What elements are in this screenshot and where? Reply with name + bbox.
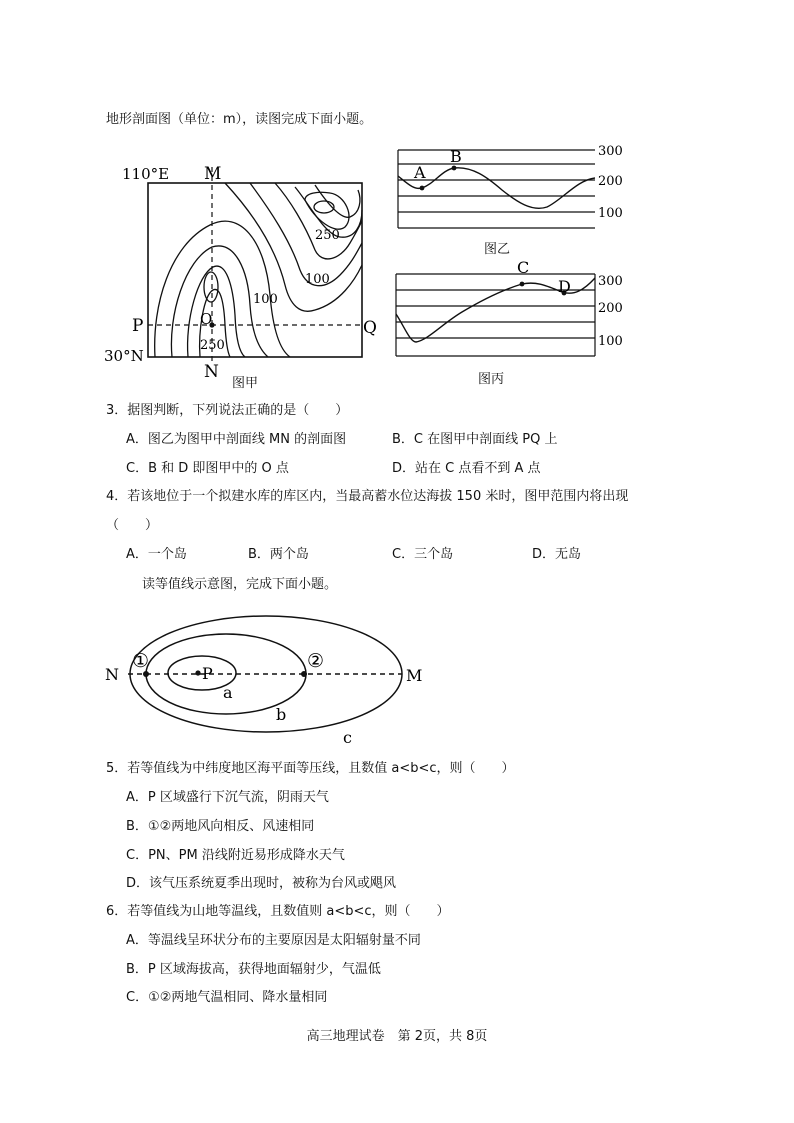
q6-option-c[interactable]: C．①②两地气温相同、降水量相同	[126, 990, 328, 1005]
iso-label-c: c	[343, 728, 352, 747]
q3-option-a[interactable]: A．图乙为图甲中剖面线 MN 的剖面图	[126, 432, 347, 447]
section-intro-terrain: 地形剖面图（单位：m），读图完成下面小题。	[106, 112, 373, 127]
point-b: B	[450, 147, 462, 166]
figure-caption-bing: 图丙	[478, 372, 505, 387]
figure-caption-jia: 图甲	[232, 376, 259, 391]
iso-point-2: ②	[307, 650, 325, 672]
bing-axis-300: 300	[598, 274, 623, 289]
q6-option-b[interactable]: B．P 区域海拔高，获得地面辐射少，气温低	[126, 962, 381, 977]
page-footer: 高三地理试卷 第 2页，共 8页	[306, 1029, 488, 1044]
profile-bing-figure	[392, 256, 632, 364]
q6-stem: 6．若等值线为山地等温线，且数值则 a<b<c，则（ ）	[106, 904, 450, 919]
point-d: D	[558, 277, 571, 296]
isoline-figure	[100, 612, 440, 752]
contour-label-250-bottom: 250	[200, 338, 225, 353]
q4-option-c[interactable]: C．三个岛	[392, 547, 454, 562]
q4-option-a[interactable]: A．一个岛	[126, 547, 187, 562]
q5-option-b[interactable]: B．①②两地风向相反、风速相同	[126, 819, 315, 834]
q5-option-d[interactable]: D．该气压系统夏季出现时，被称为台风或飓风	[126, 876, 397, 891]
point-n: N	[204, 362, 219, 382]
yi-axis-300: 300	[598, 144, 623, 159]
iso-label-b: b	[276, 705, 287, 724]
point-m: M	[204, 164, 222, 184]
q4-stem: 4．若该地位于一个拟建水库的库区内，当最高蓄水位达海拔 150 米时，图甲范围内将出现	[106, 489, 629, 504]
q5-option-a[interactable]: A．P 区域盛行下沉气流，阴雨天气	[126, 790, 329, 805]
bing-axis-200: 200	[598, 301, 623, 316]
iso-point-p: P	[202, 664, 213, 683]
q4-paren: （ ）	[106, 518, 159, 533]
q6-option-a[interactable]: A．等温线呈环状分布的主要原因是太阳辐射量不同	[126, 933, 421, 948]
iso-label-a: a	[223, 683, 233, 702]
yi-axis-100: 100	[598, 206, 623, 221]
q3-option-b[interactable]: B．C 在图甲中剖面线 PQ 上	[392, 432, 558, 447]
iso-point-1: ①	[132, 650, 150, 672]
contour-label-100-mid: 100	[253, 292, 278, 307]
q3-option-d[interactable]: D．站在 C 点看不到 A 点	[392, 461, 541, 476]
contour-map-figure	[100, 155, 385, 395]
q5-stem: 5．若等值线为中纬度地区海平面等压线，且数值 a<b<c，则（ ）	[106, 761, 515, 776]
contour-label-100-right: 100	[305, 272, 330, 287]
q5-option-c[interactable]: C．PN、PM 沿线附近易形成降水天气	[126, 848, 345, 863]
point-a: A	[414, 163, 426, 182]
q3-stem: 3．据图判断，下列说法正确的是（ ）	[106, 403, 349, 418]
iso-point-m: M	[406, 666, 423, 685]
q4-option-b[interactable]: B．两个岛	[248, 547, 309, 562]
contour-label-250-top: 250	[315, 228, 340, 243]
yi-axis-200: 200	[598, 174, 623, 189]
q3-option-c[interactable]: C．B 和 D 即图甲中的 O 点	[126, 461, 289, 476]
bing-axis-100: 100	[598, 334, 623, 349]
lat-label: 30°N	[104, 347, 144, 365]
q4-option-d[interactable]: D．无岛	[532, 547, 582, 562]
profile-yi-figure	[392, 142, 632, 232]
point-p: P	[132, 316, 144, 336]
section-intro-isoline: 读等值线示意图，完成下面小题。	[142, 577, 338, 592]
lon-label: 110°E	[122, 165, 170, 183]
point-o: O	[200, 310, 213, 328]
iso-point-n: N	[105, 665, 119, 684]
figure-caption-yi: 图乙	[484, 242, 511, 257]
point-q: Q	[363, 318, 377, 338]
point-c: C	[517, 258, 530, 277]
